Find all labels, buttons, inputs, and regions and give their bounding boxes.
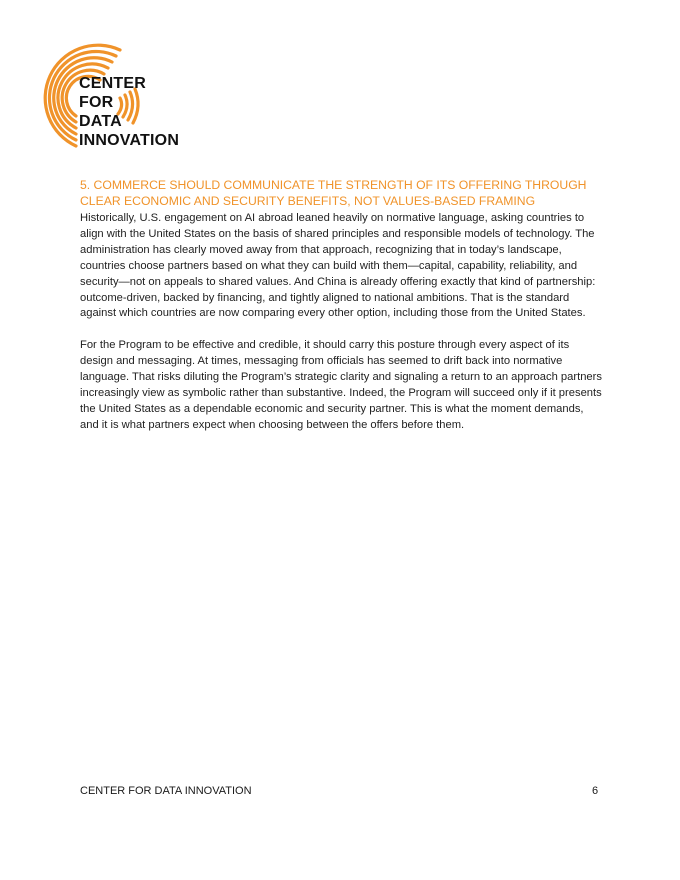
section-heading: 5. COMMERCE SHOULD COMMUNICATE THE STRENGTH OF ITS OFFERING THROUGH CLEAR ECONOMIC AND SECURITY BENEFITS, NOT VALUES-BASED FRAMING [80,178,587,208]
logo-wordmark [79,74,179,150]
logo-line-center: CENTER [79,75,146,92]
footer-page-number: 6 [592,785,599,797]
main-content [80,177,602,450]
body-paragraph-2: For the Program to be effective and credible, it should carry this posture through every aspect of its design and messaging. At times, messaging from officials has seemed to drift back into normative language. That risks diluting the Program’s strategic clarity and signaling a return to an approach partners increasingly view as symbolic rather than substantive. Indeed, the Program will succeed only if it presents the United States as a dependable economic and security partner. This is what the moment demands, and it is what partners expect when choosing between the offers before them. [80,339,602,431]
logo-line-innovation: INNOVATION [79,132,180,149]
center-for-data-innovation-logo [38,42,188,152]
logo-line-data: DATA [79,113,122,130]
logo-line-for: FOR [79,94,114,111]
body-paragraph-1: Historically, U.S. engagement on AI abroad leaned heavily on normative language, asking countries to align with the United States on the basis of shared principles and responsible models of technology. The administration has clearly moved away from that approach, recognizing that in today’s landscape, countries choose partners based on what they can build with them—capital, capability, reliability, and security—not on appeals to shared values. And China is already offering exactly that kind of partnership: outcome-driven, backed by financing, and tightly aligned to national ambitions. That is the standard against which countries are now comparing every other option, including those from the United States. [80,212,596,320]
footer-org-name: CENTER FOR DATA INNOVATION [80,785,252,797]
